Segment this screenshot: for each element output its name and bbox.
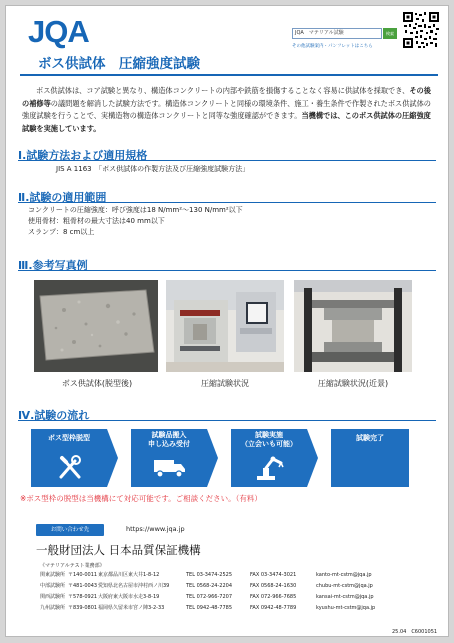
lab-zip: 〒839-0801 — [68, 605, 98, 611]
intro-paragraph — [22, 85, 432, 135]
lab-name: 関東試験所 — [40, 572, 66, 578]
page-title: ボス供試体 圧縮強度試験 — [38, 56, 200, 72]
lab-name: 九州試験所 — [40, 605, 66, 611]
brochure-page — [5, 5, 449, 637]
lab-address: 愛知県北名古屋市沖村西ノ川39 — [98, 583, 170, 589]
flow-arrow-2 — [207, 429, 218, 487]
search-box[interactable] — [292, 28, 382, 39]
caption-compression-closeup: 圧縮試験状況(近景) — [317, 379, 389, 388]
flow-step-1-label: ボス型枠脱型 — [48, 434, 90, 442]
flow-step-3-label: 試験実施 （立会いも可能） — [241, 431, 297, 448]
lab-email[interactable]: kyushu-mt-cstm@jqa.jp — [316, 605, 376, 611]
lab-fax: FAX 072-966-7685 — [250, 594, 297, 600]
lab-address: 福岡県久留米市宮ノ陣3-2-33 — [98, 605, 165, 611]
flow-note: ※ボス型枠の脱型は当機構にて対応可能です。ご相談ください。（有料） — [20, 494, 262, 503]
flow-step-4-label: 試験完了 — [356, 434, 384, 442]
section-1-standard: JIS A 1163 「ボス供試体の作製方法及び圧縮強度試験方法」 — [56, 165, 250, 173]
search-button[interactable]: 検索 — [383, 28, 397, 39]
lab-address: 東京都品川区東大井1-8-12 — [98, 572, 160, 578]
section-3-title: Ⅲ.参考写真例 — [18, 259, 88, 272]
lab-fax: FAX 0568-24-1630 — [250, 583, 297, 589]
section-2-title: Ⅱ.試験の適用範囲 — [18, 191, 107, 204]
lab-email[interactable]: kansai-mt-cstm@jqa.jp — [316, 594, 374, 600]
truck-icon — [153, 457, 187, 479]
photo-compression-closeup — [294, 280, 412, 372]
section-2-line-2: 使用骨材：粗骨材の最大寸法は40 mm以下 — [28, 217, 165, 225]
flow-step-test — [231, 429, 307, 487]
section-4-title: Ⅳ.試験の流れ — [18, 409, 90, 422]
lab-address: 大阪府東大阪市水走3-8-19 — [98, 594, 160, 600]
intro-text-2: の議問題を解消した試験方法です。構造体コンクリートと同様の環境条件、施工・養生条件で作製されたボス供試体の強度試験を行うことで、実構造物の構造体コンクリートと同等な強度確認ができます。 — [22, 98, 431, 120]
tools-icon — [57, 453, 83, 481]
caption-specimen: ボス供試体(脱型後) — [61, 379, 133, 388]
section-2-heading — [18, 186, 436, 203]
section-3-heading — [18, 254, 436, 271]
lab-email[interactable]: chubu-mt-cstm@jqa.jp — [316, 583, 373, 589]
catalog-link[interactable]: その他試験案内・パンフレットはこちら — [292, 44, 373, 49]
photo-specimen — [34, 280, 158, 372]
section-2-line-1: コンクリートの圧縮強度：呼び強度は18 N/mm²～130 N/mm²以下 — [28, 206, 243, 214]
flow-arrow-1 — [107, 429, 118, 487]
flow-step-receive — [131, 429, 207, 487]
inquiry-tag: お問い合わせ先 — [36, 524, 104, 536]
lab-zip: 〒140-0011 — [68, 572, 98, 578]
lab-tel: TEL 0568-24-2204 — [186, 583, 233, 589]
section-1-title: Ⅰ.試験方法および適用規格 — [18, 149, 148, 162]
lab-tel: TEL 072-966-7207 — [186, 594, 233, 600]
intro-text-1: ボス供試体は、コア試験と異なり、構造体コンクリートの内部や鉄筋を損傷することなく容易に供試体を採取でき、 — [36, 86, 410, 95]
contact-department: 《マテリアルテスト業務部》 — [40, 563, 105, 569]
flow-step-complete — [331, 429, 409, 487]
lab-tel: TEL 0942-48-7785 — [186, 605, 233, 611]
intro-bold-1: その後の補修等 — [22, 86, 431, 108]
flow-arrow-3 — [307, 429, 318, 487]
lab-zip: 〒481-0043 — [68, 583, 98, 589]
lab-email[interactable]: kanto-mt-cstm@jqa.jp — [316, 572, 372, 578]
lab-fax: FAX 0942-48-7789 — [250, 605, 297, 611]
flow-step-2-label: 試験品搬入 申し込み受付 — [148, 431, 190, 448]
jqa-logo: JQA — [28, 14, 89, 49]
search-text: JQA マテリアル試験 — [295, 30, 344, 36]
section-4-heading — [18, 404, 436, 421]
caption-compression-test: 圧縮試験状況 — [201, 379, 249, 388]
section-2-line-3: スランプ：8 cm以上 — [28, 228, 95, 236]
lab-name: 中部試験所 — [40, 583, 66, 589]
lab-zip: 〒578-0921 — [68, 594, 98, 600]
lab-name: 関西試験所 — [40, 594, 66, 600]
lab-fax: FAX 03-3474-3021 — [250, 572, 297, 578]
qr-code-icon — [402, 11, 440, 49]
title-bar — [20, 54, 438, 76]
document-code: 25.04 C6001051 — [392, 629, 438, 635]
robot-arm-icon — [253, 454, 285, 482]
flow-step-demold — [31, 429, 107, 487]
section-1-heading — [18, 144, 436, 161]
lab-tel: TEL 03-3474-2525 — [186, 572, 233, 578]
website-link[interactable]: https://www.jqa.jp — [126, 525, 185, 533]
photo-compression-test — [166, 280, 284, 372]
intro-bold-2: 当機構では、このボス供試体の圧縮強度試験を実施しています。 — [22, 111, 431, 133]
organization-name: 一般財団法人 日本品質保証機構 — [36, 543, 201, 557]
